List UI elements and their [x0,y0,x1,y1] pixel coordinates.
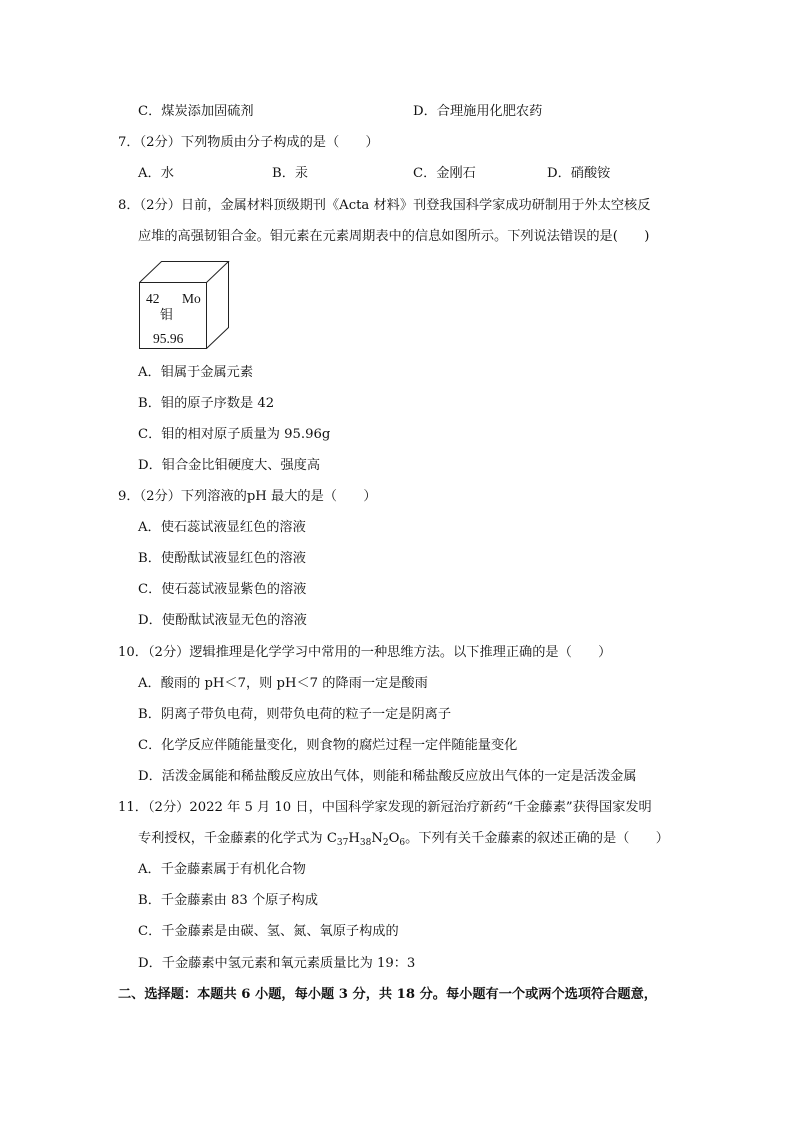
q9-option-d: D．使酚酞试液显无色的溶液 [138,613,307,628]
q11-option-a: A．千金藤素属于有机化合物 [138,862,306,877]
q7-stem: 7．（2分）下列物质由分子构成的是（ ） [118,135,379,150]
formula-o-subscript: 6 [399,838,406,848]
formula-n-subscript: 2 [382,838,389,848]
q8-option-b: B．钼的原子序数是 42 [138,396,275,411]
q10-option-c: C．化学反应伴随能量变化，则食物的腐烂过程一定伴随能量变化 [138,738,518,753]
q8-stem-line2: 应堆的高强韧钼合金。钼元素在元素周期表中的信息如图所示。下列说法错误的是( ) [138,229,650,244]
section-2-heading: 二、选择题：本题共 6 小题，每小题 3 分，共 18 分。每小题有一个或两个选项符合题意， [118,987,657,1002]
q11-stem-line1: 11．（2分）2022 年 5 月 10 日，中国科学家发现的新冠治疗新药“千金藤素”获得国家发明 [118,800,652,815]
q7-option-d: D．硝酸铵 [547,166,611,181]
q11-option-c: C．千金藤素是由碳、氢、氮、氧原子构成的 [138,924,399,939]
element-tile-figure [138,260,230,350]
q11-option-d: D．千金藤素中氢元素和氧元素质量比为 19：3 [138,956,416,971]
element-atomic-number: 42 [146,291,160,306]
q11-stem-line2-pre: 专利授权，千金藤素的化学式为 C [138,831,337,846]
q8-option-a: A．钼属于金属元素 [138,365,254,380]
q7-option-b: B．汞 [272,166,309,181]
q9-option-b: B．使酚酞试液显红色的溶液 [138,551,306,566]
q10-option-a: A．酸雨的 pH＜7，则 pH＜7 的降雨一定是酸雨 [138,676,428,691]
q6-option-c: C．煤炭添加固硫剂 [138,104,254,119]
q9-stem: 9．（2分）下列溶液的pH 最大的是（ ） [118,489,377,504]
formula-n: N [371,831,383,846]
element-atomic-mass: 95.96 [153,331,184,346]
q10-stem: 10．（2分）逻辑推理是化学学习中常用的一种思维方法。以下推理正确的是（ ） [118,645,612,660]
q8-option-c: C．钼的相对原子质量为 95.96g [138,427,331,442]
q8-stem-line1: 8．（2分）日前，金属材料顶级期刊《Acta 材料》刊登我国科学家成功研制用于外太空核反 [118,198,651,213]
q11-option-b: B．千金藤素由 83 个原子构成 [138,893,318,908]
element-name: 钼 [160,308,174,323]
q11-stem-line2-post: 。下列有关千金藤素的叙述正确的是（ ） [405,831,669,846]
q9-option-c: C．使石蕊试液显紫色的溶液 [138,582,307,597]
formula-h: H [348,831,360,846]
q6-option-d: D．合理施用化肥农药 [413,104,543,119]
q11-stem-line2 [138,830,669,848]
formula-c-subscript: 37 [336,838,349,848]
q7-option-a: A．水 [138,166,174,181]
q10-option-b: B．阴离子带负电荷，则带负电荷的粒子一定是阴离子 [138,707,452,722]
element-symbol: Mo [182,291,201,306]
formula-o: O [388,831,400,846]
q8-option-d: D．钼合金比钼硬度大、强度高 [138,458,321,473]
formula-h-subscript: 38 [359,838,372,848]
q10-option-d: D．活泼金属能和稀盐酸反应放出气体，则能和稀盐酸反应放出气体的一定是活泼金属 [138,769,637,784]
q9-option-a: A．使石蕊试液显红色的溶液 [138,520,306,535]
q7-option-c: C．金刚石 [413,166,476,181]
